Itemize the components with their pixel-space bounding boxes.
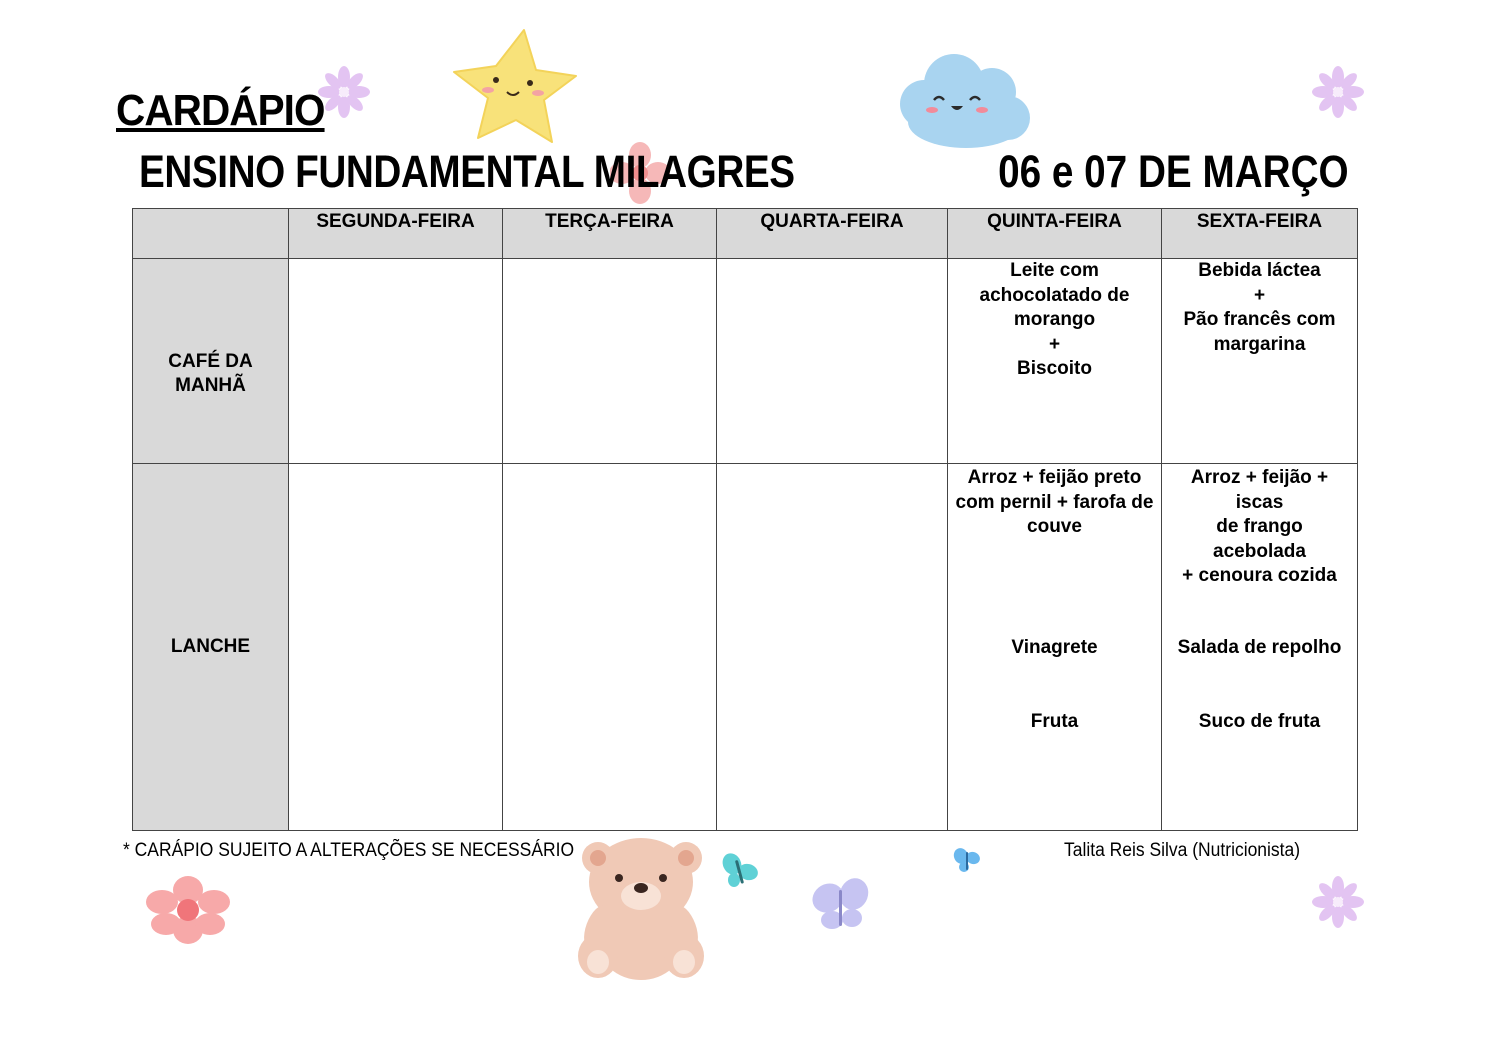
cell-lanche-quarta: [717, 464, 948, 831]
star-icon: [452, 26, 578, 146]
row-label-lanche: LANCHE: [133, 464, 289, 831]
cell-cafe-segunda: [289, 259, 503, 464]
day-header-quinta: QUINTA-FEIRA: [948, 209, 1162, 259]
flower-icon: [1312, 876, 1364, 928]
flower-icon: [1312, 66, 1364, 118]
cell-lanche-quinta: [948, 464, 1162, 831]
main-dish: Arroz + feijão preto com pernil + farofa de couve: [955, 467, 1154, 537]
cell-cafe-quinta: Leite com achocolatado de morango + Biscoito: [948, 259, 1162, 464]
day-header-terca: TERÇA-FEIRA: [503, 209, 717, 259]
row-label-cafe: CAFÉ DA MANHÃ: [133, 259, 289, 464]
table-header-row: [133, 209, 1358, 259]
cell-lanche-sexta: [1162, 464, 1358, 831]
page-title: CARDÁPIO: [116, 86, 325, 135]
side-dish: Vinagrete: [1011, 637, 1098, 658]
day-header-segunda: SEGUNDA-FEIRA: [289, 209, 503, 259]
corner-cell: [133, 209, 289, 259]
extra-item: Suco de fruta: [1198, 711, 1321, 732]
disclaimer-note: * CARÁPIO SUJEITO A ALTERAÇÕES SE NECESSÁRIO: [123, 840, 575, 861]
day-header-quarta: QUARTA-FEIRA: [717, 209, 948, 259]
butterfly-icon: [808, 876, 872, 938]
extra-item: Fruta: [1030, 711, 1079, 732]
main-dish: Arroz + feijão + iscas de frango acebolada + cenoura cozida: [1182, 467, 1337, 586]
menu-date: 06 e 07 DE MARÇO: [998, 146, 1349, 197]
nutritionist-signature: Talita Reis Silva (Nutricionista): [1064, 840, 1301, 861]
table-row-lanche: [133, 464, 1358, 831]
table-row-cafe: [133, 259, 1358, 464]
cell-cafe-sexta: Bebida láctea + Pão francês com margarina: [1162, 259, 1358, 464]
flower-icon: [318, 66, 370, 118]
cell-cafe-quarta: [717, 259, 948, 464]
side-dish: Salada de repolho: [1177, 637, 1342, 658]
cell-cafe-terca: [503, 259, 717, 464]
flower-icon: [146, 876, 230, 944]
teddy-bear-icon: [574, 836, 708, 982]
cloud-icon: [896, 48, 1034, 152]
cell-lanche-terca: [503, 464, 717, 831]
cell-lanche-segunda: [289, 464, 503, 831]
menu-table: [132, 208, 1358, 831]
butterfly-icon: [952, 846, 982, 874]
school-name: ENSINO FUNDAMENTAL MILAGRES: [139, 146, 795, 197]
day-header-sexta: SEXTA-FEIRA: [1162, 209, 1358, 259]
butterfly-icon: [720, 850, 760, 890]
